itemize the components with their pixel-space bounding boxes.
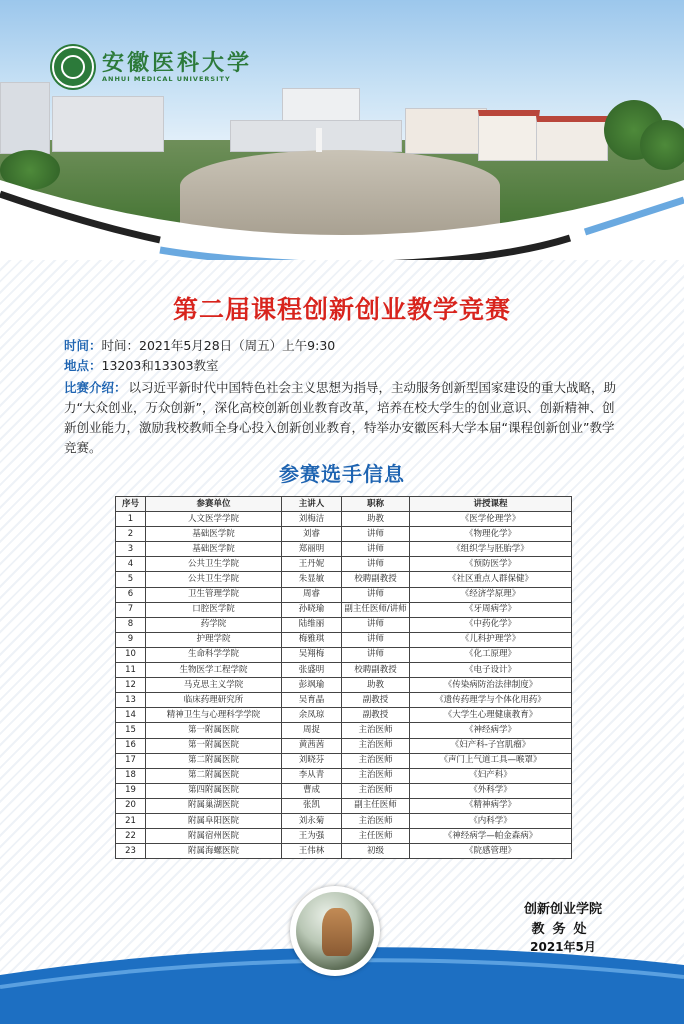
cell-title: 助教 (342, 678, 410, 693)
cell-unit: 附属巢湖医院 (146, 798, 282, 813)
campus-stone-photo (290, 886, 380, 976)
table-row (116, 798, 572, 813)
cell-speaker: 郑丽明 (282, 542, 342, 557)
intro-text: 以习近平新时代中国特色社会主义思想为指导，主动服务创新型国家建设的重大战略，助力“大众创业，万众创新”，深化高校创新创业教育改革，培养在校大学生的创业意识、创新精神、创新创业能力，激励我校教师全身心投入创新创业教育，特举办安徽医科大学本届“课程创新创业”教学竞赛。 (64, 380, 617, 455)
cell-speaker: 孙晓瑜 (282, 602, 342, 617)
table-row (116, 768, 572, 783)
header-index: 序号 (116, 497, 146, 512)
table-row (116, 723, 572, 738)
table-row (116, 738, 572, 753)
table-body (116, 512, 572, 859)
table-row (116, 602, 572, 617)
cell-unit: 卫生管理学院 (146, 587, 282, 602)
organizer-1: 创新创业学院 (523, 902, 602, 917)
cell-speaker: 吴翔梅 (282, 647, 342, 662)
cell-unit: 护理学院 (146, 632, 282, 647)
cell-course: 《外科学》 (410, 783, 572, 798)
table-row (116, 829, 572, 844)
contestants-table (115, 496, 572, 859)
cell-unit: 第二附属医院 (146, 768, 282, 783)
cell-speaker: 梅雅琪 (282, 632, 342, 647)
cell-course: 《院感管理》 (410, 844, 572, 859)
table-row (116, 527, 572, 542)
place-label: 地点： (64, 358, 102, 373)
cell-course: 《社区重点人群保健》 (410, 572, 572, 587)
table-row (116, 557, 572, 572)
table-row (116, 678, 572, 693)
cell-index: 8 (116, 617, 146, 632)
cell-index: 5 (116, 572, 146, 587)
cell-index: 15 (116, 723, 146, 738)
event-intro (64, 378, 624, 458)
cell-speaker: 周捉 (282, 723, 342, 738)
section-title: 参赛选手信息 (279, 462, 405, 486)
cell-speaker: 陆维丽 (282, 617, 342, 632)
cell-unit: 公共卫生学院 (146, 557, 282, 572)
cell-unit: 附属海螺医院 (146, 844, 282, 859)
cell-course: 《儿科护理学》 (410, 632, 572, 647)
cell-course: 《中药化学》 (410, 617, 572, 632)
cell-index: 11 (116, 663, 146, 678)
cell-title: 副教授 (342, 693, 410, 708)
cell-course: 《神经病学—帕金森病》 (410, 829, 572, 844)
cell-unit: 附属宿州医院 (146, 829, 282, 844)
cell-unit: 口腔医学院 (146, 602, 282, 617)
cell-speaker: 张凯 (282, 798, 342, 813)
cell-index: 14 (116, 708, 146, 723)
table-row (116, 708, 572, 723)
plaza-monument (316, 128, 322, 152)
table-row (116, 783, 572, 798)
tree (640, 120, 684, 170)
cell-index: 3 (116, 542, 146, 557)
cell-unit: 生物医学工程学院 (146, 663, 282, 678)
cell-unit: 附属阜阳医院 (146, 813, 282, 828)
table-row (116, 617, 572, 632)
building (478, 110, 540, 161)
building (0, 82, 50, 154)
cell-unit: 基础医学院 (146, 542, 282, 557)
cell-title: 主治医师 (342, 738, 410, 753)
cell-speaker: 刘梅洁 (282, 512, 342, 527)
cell-unit: 第一附属医院 (146, 738, 282, 753)
building (52, 96, 164, 152)
cell-speaker: 吴育晶 (282, 693, 342, 708)
cell-title: 初级 (342, 844, 410, 859)
cell-course: 《精神病学》 (410, 798, 572, 813)
cell-speaker: 李从青 (282, 768, 342, 783)
university-seal-icon (52, 46, 94, 88)
building (405, 108, 487, 154)
cell-index: 16 (116, 738, 146, 753)
cell-title: 副主任医师 (342, 798, 410, 813)
table-row (116, 813, 572, 828)
cell-index: 13 (116, 693, 146, 708)
cell-title: 主治医师 (342, 723, 410, 738)
cell-title: 讲师 (342, 542, 410, 557)
cell-course: 《大学生心理健康教育》 (410, 708, 572, 723)
cell-course: 《组织学与胚胎学》 (410, 542, 572, 557)
cell-speaker: 刘晓芬 (282, 753, 342, 768)
table-row (116, 753, 572, 768)
cell-course: 《电子设计》 (410, 663, 572, 678)
cell-speaker: 刘睿 (282, 527, 342, 542)
cell-title: 校聘副教授 (342, 572, 410, 587)
table-header-row (116, 497, 572, 512)
organizer-2: 教务处 (531, 922, 595, 937)
cell-course: 《内科学》 (410, 813, 572, 828)
cell-index: 12 (116, 678, 146, 693)
cell-unit: 药学院 (146, 617, 282, 632)
cell-speaker: 余凤琼 (282, 708, 342, 723)
header-course: 讲授课程 (410, 497, 572, 512)
cell-title: 讲师 (342, 557, 410, 572)
cell-course: 《牙周病学》 (410, 602, 572, 617)
cell-unit: 第一附属医院 (146, 723, 282, 738)
event-time (64, 336, 624, 356)
cell-title: 副教授 (342, 708, 410, 723)
cell-title: 讲师 (342, 527, 410, 542)
cell-unit: 公共卫生学院 (146, 572, 282, 587)
cell-speaker: 王为强 (282, 829, 342, 844)
cell-unit: 第四附属医院 (146, 783, 282, 798)
cell-index: 6 (116, 587, 146, 602)
cell-course: 《预防医学》 (410, 557, 572, 572)
header-unit: 参赛单位 (146, 497, 282, 512)
page-title: 第二届课程创新创业教学竞赛 (172, 295, 511, 324)
header-speaker: 主讲人 (282, 497, 342, 512)
cell-course: 《神经病学》 (410, 723, 572, 738)
cell-index: 23 (116, 844, 146, 859)
header-swoosh-decoration (0, 180, 684, 260)
cell-speaker: 周睿 (282, 587, 342, 602)
campus-photo-header (0, 0, 684, 260)
cell-speaker: 朱显敏 (282, 572, 342, 587)
table-row (116, 844, 572, 859)
logo-english-name: ANHUI MEDICAL UNIVERSITY (102, 75, 231, 83)
cell-title: 主治医师 (342, 753, 410, 768)
cell-unit: 生命科学学院 (146, 647, 282, 662)
cell-speaker: 刘永菊 (282, 813, 342, 828)
cell-unit: 基础医学院 (146, 527, 282, 542)
cell-unit: 临床药理研究所 (146, 693, 282, 708)
table-row (116, 693, 572, 708)
cell-index: 21 (116, 813, 146, 828)
table-row (116, 572, 572, 587)
cell-index: 2 (116, 527, 146, 542)
cell-course: 《经济学原理》 (410, 587, 572, 602)
table-row (116, 587, 572, 602)
cell-course: 《遗传药理学与个体化用药》 (410, 693, 572, 708)
cell-unit: 第二附属医院 (146, 753, 282, 768)
cell-title: 主治医师 (342, 768, 410, 783)
intro-label: 比赛介绍： (64, 380, 127, 395)
table-row (116, 512, 572, 527)
cell-title: 助教 (342, 512, 410, 527)
cell-speaker: 彭飒瑜 (282, 678, 342, 693)
table-row (116, 663, 572, 678)
cell-title: 主治医师 (342, 783, 410, 798)
cell-index: 17 (116, 753, 146, 768)
cell-index: 22 (116, 829, 146, 844)
cell-unit: 马克思主义学院 (146, 678, 282, 693)
building (536, 116, 608, 161)
cell-speaker: 王丹妮 (282, 557, 342, 572)
cell-speaker: 黄茜茜 (282, 738, 342, 753)
cell-index: 7 (116, 602, 146, 617)
time-label: 时间： (64, 338, 102, 353)
cell-index: 20 (116, 798, 146, 813)
logo-chinese-name: 安徽医科大学 (102, 50, 253, 76)
cell-title: 副主任医师/讲师 (342, 602, 410, 617)
event-place (64, 356, 624, 376)
cell-course: 《妇产科》 (410, 768, 572, 783)
cell-title: 讲师 (342, 632, 410, 647)
contestants-table-wrapper (115, 496, 571, 859)
time-value: 时间：2021年5月28日（周五）上午9:30 (101, 338, 336, 353)
cell-title: 讲师 (342, 587, 410, 602)
cell-speaker: 张盛明 (282, 663, 342, 678)
cell-course: 《物理化学》 (410, 527, 572, 542)
cell-course: 《化工原理》 (410, 647, 572, 662)
table-row (116, 647, 572, 662)
cell-title: 校聘副教授 (342, 663, 410, 678)
cell-index: 9 (116, 632, 146, 647)
cell-index: 10 (116, 647, 146, 662)
cell-course: 《传染病防治法律制度》 (410, 678, 572, 693)
cell-speaker: 曹成 (282, 783, 342, 798)
cell-course: 《妇产科-子宫肌瘤》 (410, 738, 572, 753)
cell-title: 主治医师 (342, 813, 410, 828)
header-title: 职称 (342, 497, 410, 512)
cell-unit: 精神卫生与心理科学学院 (146, 708, 282, 723)
cell-unit: 人文医学学院 (146, 512, 282, 527)
cell-index: 1 (116, 512, 146, 527)
table-row (116, 542, 572, 557)
engraved-stone (322, 908, 352, 956)
cell-course: 《医学伦理学》 (410, 512, 572, 527)
cell-title: 讲师 (342, 647, 410, 662)
university-logo (52, 46, 252, 88)
cell-index: 18 (116, 768, 146, 783)
cell-title: 主任医师 (342, 829, 410, 844)
cell-title: 讲师 (342, 617, 410, 632)
issue-date: 2021年5月 (530, 940, 596, 954)
cell-index: 4 (116, 557, 146, 572)
table-row (116, 632, 572, 647)
place-value: 13203和13303教室 (101, 358, 219, 373)
cell-speaker: 王伟林 (282, 844, 342, 859)
cell-index: 19 (116, 783, 146, 798)
cell-course: 《声门上气道工具—喉罩》 (410, 753, 572, 768)
